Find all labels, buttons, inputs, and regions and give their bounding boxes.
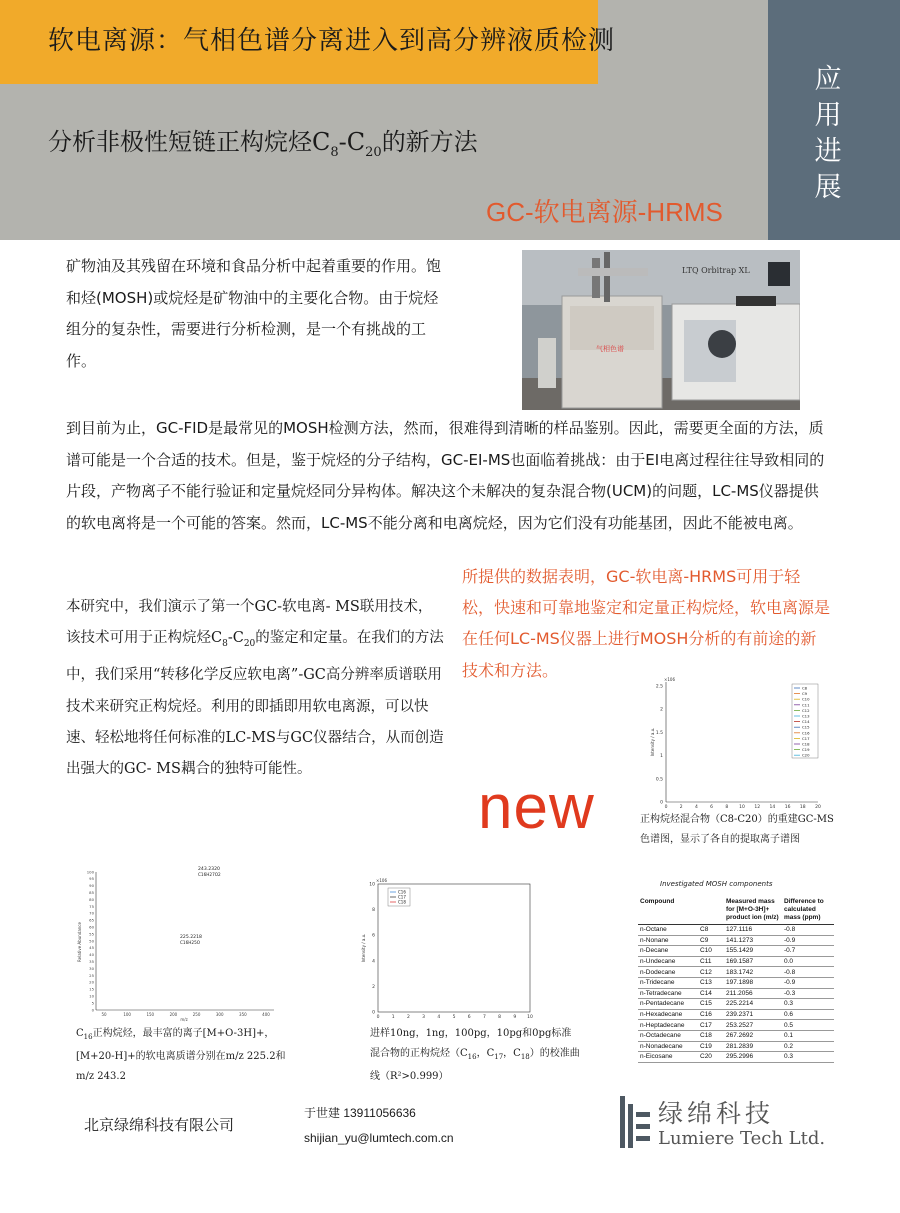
legend-item: C12 <box>802 707 810 713</box>
table-title: Investigated MOSH components <box>660 880 773 888</box>
table-cell: C10 <box>698 946 724 957</box>
table-row <box>638 967 834 978</box>
exp-label: ×106 <box>376 878 387 883</box>
table-cell: 141.1273 <box>724 935 782 946</box>
table-cell: 281.2839 <box>724 1041 782 1052</box>
side-label: 应用进展 <box>814 64 842 203</box>
table-row <box>638 1030 834 1041</box>
y-tick-label: 20 <box>89 979 94 985</box>
background-paragraph: 到目前为止，GC-FID是最常见的MOSH检测方法，然而，很难得到清晰的样品鉴别。因此，需要更全面的方法，质谱可能是一个合适的技术。但是，鉴于烷烃的分子结构，GC-EI-MS也面临着挑战：由于EI电离过程往往导致相同的片段，产物离子不能行验证和定量烷烃同分异构体。解决这个未解决的复杂混合物(UCM)的问题，LC-MS仪器提供的软电离将是一个可能的答案。然而，LC-MS不能分离和电离烷烃，因为它们没有功能基团，因此不能被电离。 <box>66 419 825 533</box>
table-cell: 0.5 <box>782 1020 834 1031</box>
table-cell: 0.0 <box>782 956 834 967</box>
x-tick-label: 7 <box>482 1015 486 1020</box>
y-tick-label: 2 <box>660 707 663 713</box>
table-cell: C13 <box>698 977 724 988</box>
y-tick-label: 75 <box>89 903 94 909</box>
legend-item: C13 <box>802 713 810 719</box>
study-paragraph: 本研究中，我们演示了第一个GC-软电离- MS联用技术，该技术可用于正构烷烃$C_8-C_{20}$的鉴定和定量。在我们的方法中，我们采用“转移化学反应软电离”-GC高分辨率质谱联用技术来研究正构烷烃。利用的即插即用软电离源，可以快速、轻松地将任何标准的LC-MS与GC仪器结合，从而创造出强大的GC- MS耦合的独特可能性。 <box>66 599 444 777</box>
table-cell: n-Heptadecane <box>638 1020 698 1031</box>
table-row <box>638 1020 834 1031</box>
legend-item: C10 <box>802 696 810 702</box>
x-tick-label: 350 <box>239 1012 247 1017</box>
peak-formula: C16H27O2 <box>198 872 221 877</box>
table-cell: 155.1429 <box>724 946 782 957</box>
table-cell: C20 <box>698 1052 724 1063</box>
table-cell: -0.9 <box>782 977 834 988</box>
spectrum-caption: $C_{16}$正构烷烃，最丰富的离子[M+O-3H]+，[M+20-H]+的软电离质谱分别在m/z 225.2和m/z 243.2 <box>76 1028 286 1082</box>
table-cell: C17 <box>698 1020 724 1031</box>
x-tick-label: 5 <box>452 1015 456 1020</box>
table-cell: 0.3 <box>782 999 834 1010</box>
logo-mark-icon <box>612 1094 652 1154</box>
x-axis-label: m/z <box>180 1017 188 1022</box>
x-tick-label: 250 <box>192 1012 201 1017</box>
y-tick-label: 60 <box>89 924 94 930</box>
table-cell: n-Eicosane <box>638 1052 698 1063</box>
y-axis-label: Intensity / a.u. <box>361 933 366 963</box>
legend-item: C19 <box>802 747 810 753</box>
orbitrap-label: LTQ Orbitrap XL <box>682 266 750 275</box>
table-cell: n-Octane <box>638 925 698 936</box>
y-tick-label: 40 <box>89 952 94 958</box>
x-tick-label: 18 <box>799 805 806 810</box>
table-cell: n-Hexadecane <box>638 1009 698 1020</box>
y-tick-label: 1 <box>660 754 663 760</box>
table-cell: 0.2 <box>782 1041 834 1052</box>
method-label: GC-软电离源-HRMS <box>486 197 723 227</box>
y-tick-label: 80 <box>89 896 94 902</box>
table-cell: n-Tridecane <box>638 977 698 988</box>
legend-item: C17 <box>398 894 406 900</box>
legend-item: C20 <box>802 752 810 758</box>
table-cell: C14 <box>698 988 724 999</box>
mass-spectrum-figure <box>74 862 280 1022</box>
table-cell: C12 <box>698 967 724 978</box>
legend-item: C8 <box>802 685 808 691</box>
y-tick-label: 0 <box>372 1010 375 1016</box>
new-label: new <box>478 773 595 842</box>
table-cell: n-Nonadecane <box>638 1041 698 1052</box>
mosh-table <box>638 896 834 1063</box>
y-tick-label: 35 <box>89 959 94 964</box>
y-tick-label: 15 <box>89 986 94 992</box>
table-row <box>638 988 834 999</box>
calibration-chart <box>358 874 538 1020</box>
y-tick-label: 0.5 <box>655 777 663 783</box>
table-cell: C18 <box>698 1030 724 1041</box>
contact-block <box>304 1101 454 1151</box>
y-tick-label: 90 <box>89 883 94 889</box>
table-cell: 253.2527 <box>724 1020 782 1031</box>
x-tick-label: 12 <box>754 805 761 810</box>
x-tick-label: 9 <box>513 1015 517 1020</box>
page-title: 软电离源：气相色谱分离进入到高分辨液质检测 <box>48 26 616 56</box>
x-tick-label: 3 <box>422 1015 426 1020</box>
legend-item: C11 <box>802 702 810 708</box>
table-cell: 295.2996 <box>724 1052 782 1063</box>
table-cell: n-Nonane <box>638 935 698 946</box>
y-tick-label: 55 <box>89 931 94 937</box>
table-cell: -0.7 <box>782 946 834 957</box>
table-cell: -0.8 <box>782 967 834 978</box>
y-tick-label: 25 <box>89 972 94 978</box>
x-tick-label: 6 <box>467 1015 471 1020</box>
x-tick-label: 400 <box>262 1012 270 1017</box>
y-tick-label: 95 <box>89 876 94 882</box>
legend-item: C16 <box>398 889 406 895</box>
legend-item: C16 <box>802 730 810 736</box>
table-row <box>638 1009 834 1020</box>
table-cell: -0.3 <box>782 988 834 999</box>
table-row <box>638 1041 834 1052</box>
contact-email[interactable]: shijian_yu@lumtech.com.cn <box>304 1131 454 1145</box>
peak-formula: C16H25O <box>180 940 201 945</box>
table-cell: 127.1116 <box>724 925 782 936</box>
x-tick-label: 10 <box>527 1015 533 1020</box>
table-cell: 0.6 <box>782 1009 834 1020</box>
table-row <box>638 977 834 988</box>
chromatogram-caption: 正构烷烃混合物（C8-C20）的重建GC-MS色谱图，显示了各自的提取离子谱图 <box>640 814 834 845</box>
x-tick-label: 150 <box>146 1012 155 1017</box>
legend-item: C9 <box>802 691 808 697</box>
y-tick-label: 50 <box>89 938 94 944</box>
table-cell: 169.1587 <box>724 956 782 967</box>
x-tick-label: 8 <box>725 805 729 810</box>
table-cell: 183.1742 <box>724 967 782 978</box>
table-cell: C8 <box>698 925 724 936</box>
table-cell: 225.2214 <box>724 999 782 1010</box>
y-tick-label: 100 <box>86 869 94 875</box>
table-header: Difference to calculated mass (ppm) <box>782 896 834 925</box>
x-tick-label: 16 <box>784 805 791 810</box>
y-tick-label: 0 <box>91 1007 94 1013</box>
y-tick-label: 1.5 <box>655 730 663 736</box>
table-cell: n-Tetradecane <box>638 988 698 999</box>
table-cell: n-Pentadecane <box>638 999 698 1010</box>
y-tick-label: 30 <box>89 965 94 971</box>
calibration-figure <box>358 874 538 1020</box>
table-cell: 0.3 <box>782 1052 834 1063</box>
y-tick-label: 10 <box>369 882 375 888</box>
x-tick-label: 100 <box>123 1012 131 1017</box>
table-header: Measured mass for [M+O-3H]+ product ion (m/z) <box>724 896 782 925</box>
y-tick-label: 6 <box>372 933 375 939</box>
table-cell: n-Undecane <box>638 956 698 967</box>
y-tick-label: 0 <box>660 800 663 806</box>
x-tick-label: 20 <box>815 805 821 810</box>
table-header: Compound <box>638 896 698 925</box>
y-axis-label: Intensity / a.u. <box>650 727 655 757</box>
company-name: 北京绿绵科技有限公司 <box>84 1116 235 1134</box>
x-tick-label: 200 <box>169 1012 178 1017</box>
table-row <box>638 935 834 946</box>
legend-item: C14 <box>802 719 810 725</box>
table-cell: 197.1898 <box>724 977 782 988</box>
legend-item: C17 <box>802 735 810 741</box>
table-cell: n-Decane <box>638 946 698 957</box>
y-tick-label: 5 <box>91 1000 94 1006</box>
page-subtitle: 分析非极性短链正构烷烃$C_8-C_{20}$的新方法 <box>48 128 478 160</box>
table-cell: 0.1 <box>782 1030 834 1041</box>
y-tick-label: 65 <box>89 917 94 923</box>
instrument-illustration <box>522 250 800 410</box>
x-tick-label: 8 <box>498 1015 502 1020</box>
table-cell: -0.8 <box>782 925 834 936</box>
chromatogram-figure <box>648 676 828 810</box>
table-header-row <box>638 896 834 925</box>
table-cell: C15 <box>698 999 724 1010</box>
table-cell: C9 <box>698 935 724 946</box>
conclusion-paragraph: 所提供的数据表明，GC-软电离-HRMS可用于轻松，快速和可靠地鉴定和定量正构烷烃，软电离源是在任何LC-MS仪器上进行MOSH分析的有前途的新技术和方法。 <box>462 567 831 680</box>
table-cell: n-Octadecane <box>638 1030 698 1041</box>
intro-paragraph: 矿物油及其残留在环境和食品分析中起着重要的作用。饱和烃(MOSH)或烷烃是矿物油中的主要化合物。由于烷烃组分的复杂性，需要进行分析检测，是一个有挑战的工作。 <box>66 257 442 370</box>
instrument-photo <box>522 250 800 410</box>
table-header <box>698 896 724 925</box>
x-tick-label: 14 <box>769 805 776 810</box>
mass-spectrum-chart <box>74 862 280 1022</box>
x-tick-label: 10 <box>739 805 745 810</box>
table-cell: 267.2692 <box>724 1030 782 1041</box>
y-tick-label: 4 <box>372 959 375 965</box>
x-tick-label: 4 <box>694 805 698 810</box>
table-cell: n-Dodecane <box>638 967 698 978</box>
table-row <box>638 925 834 936</box>
legend-item: C15 <box>802 724 810 730</box>
y-tick-label: 70 <box>89 910 94 916</box>
table-cell: C16 <box>698 1009 724 1020</box>
x-tick-label: 2 <box>406 1015 410 1020</box>
logo-cn-text: 绿绵科技 <box>658 1099 775 1128</box>
y-tick-label: 2.5 <box>655 684 663 690</box>
table-cell: 211.2056 <box>724 988 782 999</box>
table-cell: -0.9 <box>782 935 834 946</box>
table-cell: C19 <box>698 1041 724 1052</box>
chromatogram-chart <box>648 676 828 810</box>
x-tick-label: 300 <box>215 1012 224 1017</box>
table-row <box>638 1052 834 1063</box>
table-cell: 239.2371 <box>724 1009 782 1020</box>
table-row <box>638 956 834 967</box>
y-tick-label: 8 <box>372 908 375 914</box>
y-tick-label: 45 <box>89 945 94 951</box>
exp-label: ×106 <box>664 677 675 682</box>
legend-item: C18 <box>398 899 406 905</box>
peak-label: 243.2320 <box>198 867 220 872</box>
x-tick-label: 0 <box>376 1015 380 1020</box>
x-tick-label: 2 <box>679 805 683 810</box>
x-tick-label: 50 <box>101 1012 107 1017</box>
y-tick-label: 85 <box>89 890 94 895</box>
company-logo <box>612 1092 832 1156</box>
table-cell: C11 <box>698 956 724 967</box>
logo-en-text: Lumiere Tech Ltd. <box>658 1128 826 1149</box>
table-row <box>638 946 834 957</box>
contact-phone: 于世建 13911056636 <box>304 1106 416 1120</box>
gc-label: 气相色谱 <box>596 345 624 353</box>
table-row <box>638 999 834 1010</box>
x-tick-label: 6 <box>710 805 714 810</box>
x-tick-label: 0 <box>664 805 668 810</box>
calibration-caption: 进样10ng，1ng，100pg，10pg和0pg标准混合物的正构烷烃（$C_{16}$，$C_{17}$，$C_{18}$）的校准曲线（R²>0.999） <box>370 1028 580 1082</box>
y-tick-label: 2 <box>372 984 375 990</box>
x-tick-label: 4 <box>437 1015 441 1020</box>
peak-label: 225.2218 <box>180 935 202 940</box>
y-tick-label: 10 <box>89 993 94 999</box>
y-axis-label: Relative Abundance <box>77 922 82 962</box>
legend-item: C18 <box>802 741 810 747</box>
x-tick-label: 1 <box>391 1015 395 1020</box>
